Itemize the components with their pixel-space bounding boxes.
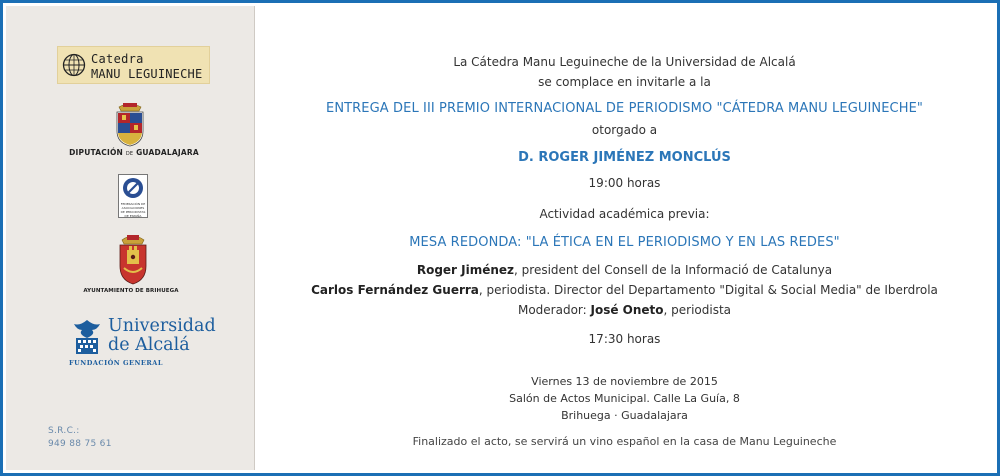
event-date: Viernes 13 de noviembre de 2015 (531, 375, 718, 388)
event-location: Brihuega · Guadalajara (561, 409, 688, 422)
round-table-title: MESA REDONDA: "LA ÉTICA EN EL PERIODISMO Y EN LAS REDES" (409, 235, 840, 250)
diputacion-crest-icon (111, 101, 149, 147)
panelist-2 (255, 283, 994, 297)
globe-icon (62, 53, 86, 77)
catedra-logo (57, 46, 210, 84)
diputacion-label-part3: GUADALAJARA (136, 148, 199, 157)
intro-line-2: se complace en invitarle a la (538, 75, 711, 89)
diputacion-label-part2: DE (125, 151, 134, 157)
panelist-1-role: , president del Consell de la Informació de Catalunya (514, 263, 833, 277)
diputacion-label-part1: DIPUTACIÓN (69, 148, 124, 157)
sponsor-sidebar (6, 6, 255, 470)
brihuega-crest-icon (114, 232, 152, 286)
moderator-name: José Oneto (590, 303, 664, 317)
university-name-line1: Universidad (108, 316, 216, 336)
university-name-line2: de Alcalá (108, 335, 190, 355)
university-name (108, 317, 216, 355)
award-time: 19:00 horas (588, 176, 661, 190)
moderator-label: Moderador: (517, 303, 591, 317)
university-foundation: FUNDACIÓN GENERAL (69, 359, 163, 367)
brihuega-label: AYUNTAMIENTO DE BRIHUEGA (83, 288, 179, 294)
university-emblem-icon (68, 318, 106, 358)
panelist-2-name: Carlos Fernández Guerra (311, 283, 479, 297)
panelist-1-name: Roger Jiménez (416, 263, 515, 277)
federacion-logo (118, 174, 148, 218)
federacion-label: FEDERACIÓN DE ASOCIACIONES DE PERIODISTAS DE ESPAÑA (120, 202, 146, 218)
catedra-logo-line1: Catedra (91, 52, 144, 66)
rsvp-contact (48, 425, 112, 451)
panelist-1 (255, 263, 994, 277)
event-title: ENTREGA DEL III PREMIO INTERNACIONAL DE PERIODISMO "CÁTEDRA MANU LEGUINECHE" (326, 101, 923, 116)
federacion-emblem-icon (122, 177, 144, 199)
invitation-body (255, 6, 994, 470)
panelist-2-role: , periodista. Director del Departamento "Digital & Social Media" de Iberdrola (478, 283, 938, 297)
moderator (255, 303, 994, 317)
rsvp-label: S.R.C.: (48, 426, 80, 436)
prior-activity-label: Actividad académica previa: (539, 207, 710, 221)
intro-line-1: La Cátedra Manu Leguineche de la Universidad de Alcalá (453, 55, 796, 69)
diputacion-label (69, 148, 199, 157)
awarded-to-label: otorgado a (591, 123, 658, 137)
catedra-logo-line2: MANU LEGUINECHE (91, 67, 203, 81)
rsvp-phone[interactable]: 949 88 75 61 (48, 439, 112, 449)
round-table-time: 17:30 horas (588, 332, 661, 346)
moderator-role: , periodista (663, 303, 732, 317)
event-venue: Salón de Actos Municipal. Calle La Guía, 8 (509, 392, 740, 405)
winner-name: D. ROGER JIMÉNEZ MONCLÚS (518, 150, 731, 165)
closing-note: Finalizado el acto, se servirá un vino español en la casa de Manu Leguineche (412, 435, 837, 448)
